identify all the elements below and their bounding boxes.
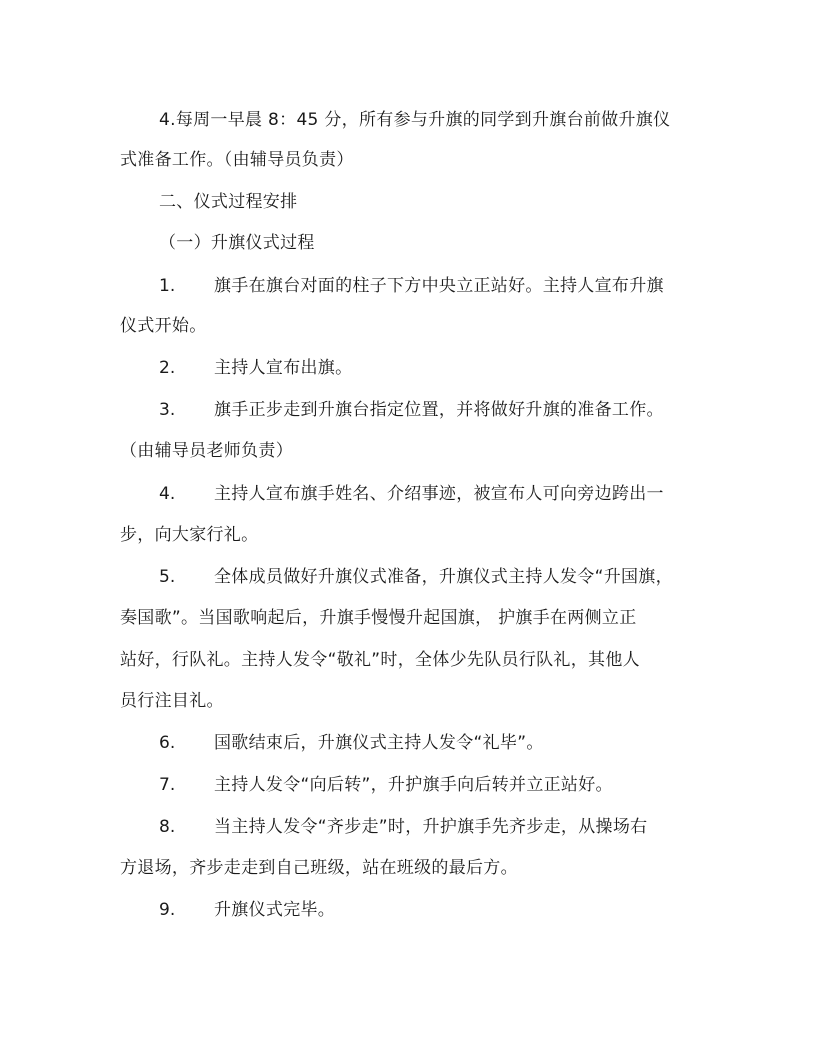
step-5-line-2: 奏国歌”。当国歌响起后，升旗手慢慢升起国旗， 护旗手在两侧立正: [120, 608, 637, 628]
step-7-line-1: 主持人发令“向后转”，升护旗手向后转并立正站好。: [214, 775, 613, 795]
step-3-number: 3.: [159, 400, 176, 420]
step-8-line-2: 方退场，齐步走走到自己班级，站在班级的最后方。: [120, 858, 518, 878]
step-2-line-1: 主持人宣布出旗。: [214, 358, 353, 378]
step-4-line-2: 步，向大家行礼。: [120, 525, 259, 545]
step-8-line-1: 当主持人发令“齐步走”时，升护旗手先齐步走，从操场右: [214, 817, 648, 837]
step-2-number: 2.: [159, 358, 176, 378]
step-6-line-1: 国歌结束后，升旗仪式主持人发令“礼毕”。: [214, 733, 544, 753]
step-4-number: 4.: [159, 484, 176, 504]
step-1-number: 1.: [159, 276, 176, 296]
step-7-number: 7.: [159, 775, 176, 795]
step-3-line-1: 旗手正步走到升旗台指定位置，并将做好升旗的准备工作。: [214, 400, 664, 420]
step-1-line-2: 仪式开始。: [120, 316, 207, 336]
step-5-number: 5.: [159, 567, 176, 587]
step-9-number: 9.: [159, 900, 176, 920]
step-1-line-1: 旗手在旗台对面的柱子下方中央立正站好。主持人宣布升旗: [214, 276, 664, 296]
step-5-line-3: 站好，行队礼。主持人发令“敬礼”时，全体少先队员行队礼，其他人: [120, 650, 640, 670]
section-2-heading: 二、仪式过程安排: [159, 192, 298, 212]
paragraph-4-line-1: 4.每周一早晨 8：45 分，所有参与升旗的同学到升旗台前做升旗仪: [159, 110, 671, 130]
step-5-line-4: 员行注目礼。: [120, 691, 224, 711]
step-6-number: 6.: [159, 733, 176, 753]
step-5-line-1: 全体成员做好升旗仪式准备，升旗仪式主持人发令“升国旗，: [214, 567, 673, 587]
paragraph-4-line-2: 式准备工作。（由辅导员负责）: [120, 150, 354, 170]
step-9-line-1: 升旗仪式完毕。: [214, 900, 336, 920]
step-4-line-1: 主持人宣布旗手姓名、介绍事迹，被宣布人可向旁边跨出一: [214, 484, 664, 504]
step-3-line-2: （由辅导员老师负责）: [120, 441, 293, 461]
step-8-number: 8.: [159, 817, 176, 837]
subsection-1-heading: （一）升旗仪式过程: [159, 233, 315, 253]
